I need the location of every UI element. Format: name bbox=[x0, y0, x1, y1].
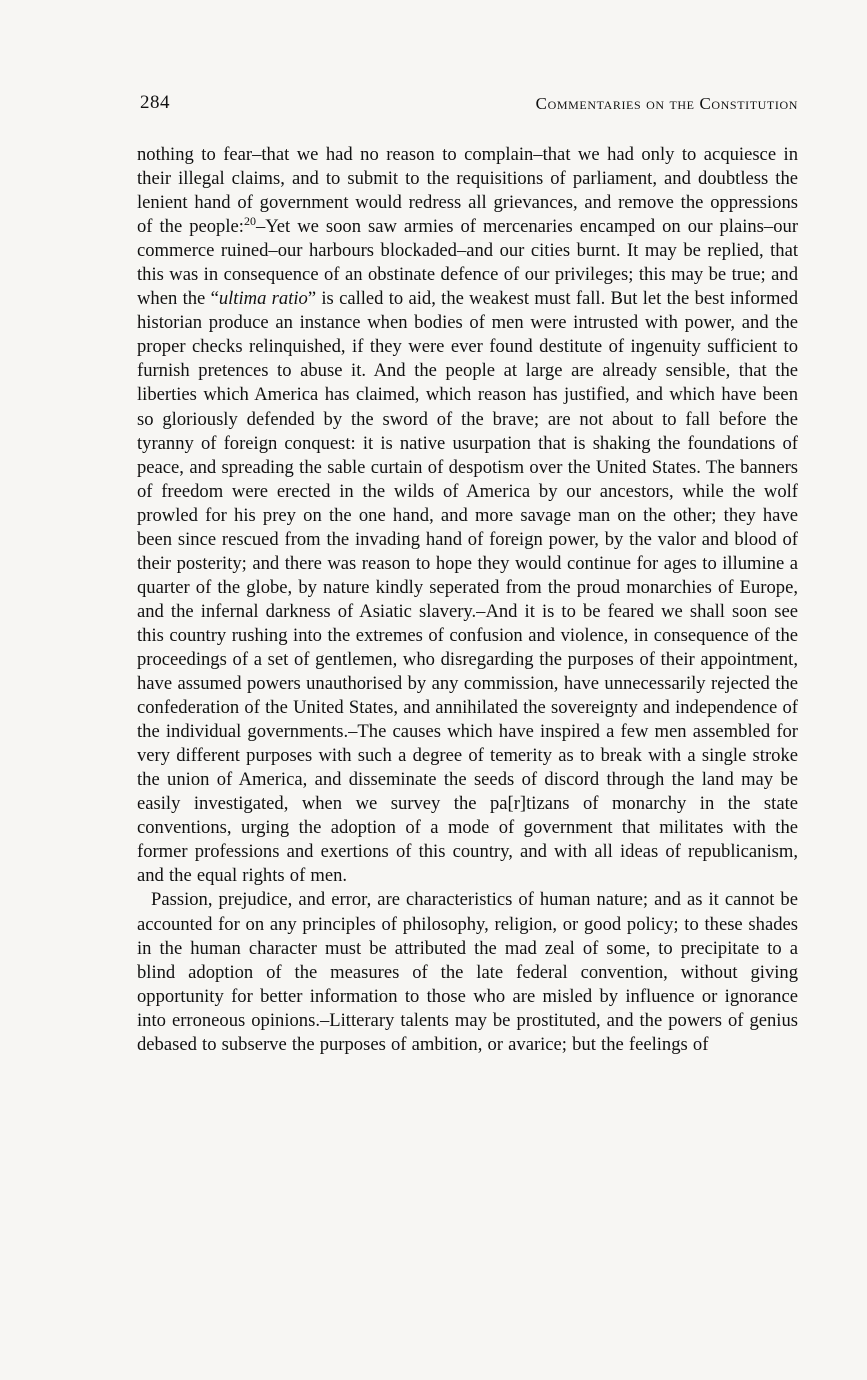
page-header bbox=[140, 92, 798, 118]
page-number: 284 bbox=[140, 92, 170, 113]
paragraph-1-part-b: –Yet we soon saw armies of mercenaries encamped on our plains–our commerce ruined–our harbours blockaded–and our cities burnt. It may be replied, that this was in consequence of an obstinate defence of our privileges; this may be true; and when the “ bbox=[137, 216, 799, 310]
running-head: Commentaries on the Constitution bbox=[535, 94, 798, 113]
paragraph-1-part-a: nothing to fear–that we had no reason to complain–that we had only to acquiesce in their illegal claims, and to submit to the requisitions of parliament, and doubtless the lenient hand of government would redress all grievances, and remove the oppressions of the people: bbox=[137, 144, 798, 238]
paragraph-2: Passion, prejudice, and error, are characteristics of human nature; and as it cannot be accounted for on any principles of philosophy, religion, or good policy; to these shades in the human character must be attributed the mad zeal of some, to precipitate to a blind adoption of the measures of the late federal convention, without giving opportunity for better information to those who are misled by influence or ignorance into erroneous opinions.–Litterary talents may be prostituted, and the powers of genius debased to subserve the purposes of ambition, or avarice; but the feelings of bbox=[137, 889, 798, 1055]
paragraph-1 bbox=[137, 143, 798, 888]
italic-phrase: ultima ratio bbox=[218, 288, 308, 310]
paragraph-1-part-c: ” is called to aid, the weakest must fall. But let the best informed historian produce an instance when bodies of men were intrusted with power, and the proper checks relinquished, if they were ever found destitute of ingenuity sufficient to furnish pretences to abuse it. And the people at large are already sensible, that the liberties which America has claimed, which reason has justified, and which have been so gloriously defended by the sword of the brave; are not about to fall before the tyranny of foreign conquest: it is native usurpation that is shaking the foundations of peace, and spreading the sable curtain of despotism over the United States. The banners of freedom were erected in the wilds of America by our ancestors, while the wolf prowled for his prey on the one hand, and more savage man on the other; they have been since rescued from the invading hand of foreign power, by the valor and blood of their posterity; and there was reason to hope they would continue for ages to illumine a quarter of the globe, by nature kindly seperated from the proud monarchies of Europe, and the infernal darkness of Asiatic slavery.–And it is to be feared we shall soon see this country rushing into the extremes of confusion and violence, in consequence of the proceedings of a set of gentlemen, who disregarding the purposes of their appointment, have assumed powers unauthorised by any commission, have unnecessarily rejected the confederation of the United States, and annihilated the sovereignty and independence of the individual governments.–The causes which have inspired a few men assembled for very different purposes with such a degree of temerity as to break with a single stroke the union of America, and disseminate the seeds of discord through the land may be easily investigated, when we survey the pa[r]tizans of monarchy in the state conventions, urging the adoption of a mode of government that militates with the former professions and exertions of this country, and with all ideas of republicanism, and the equal rights of men. bbox=[137, 288, 798, 887]
body-text bbox=[137, 143, 798, 1057]
footnote-marker: 20 bbox=[243, 213, 256, 228]
